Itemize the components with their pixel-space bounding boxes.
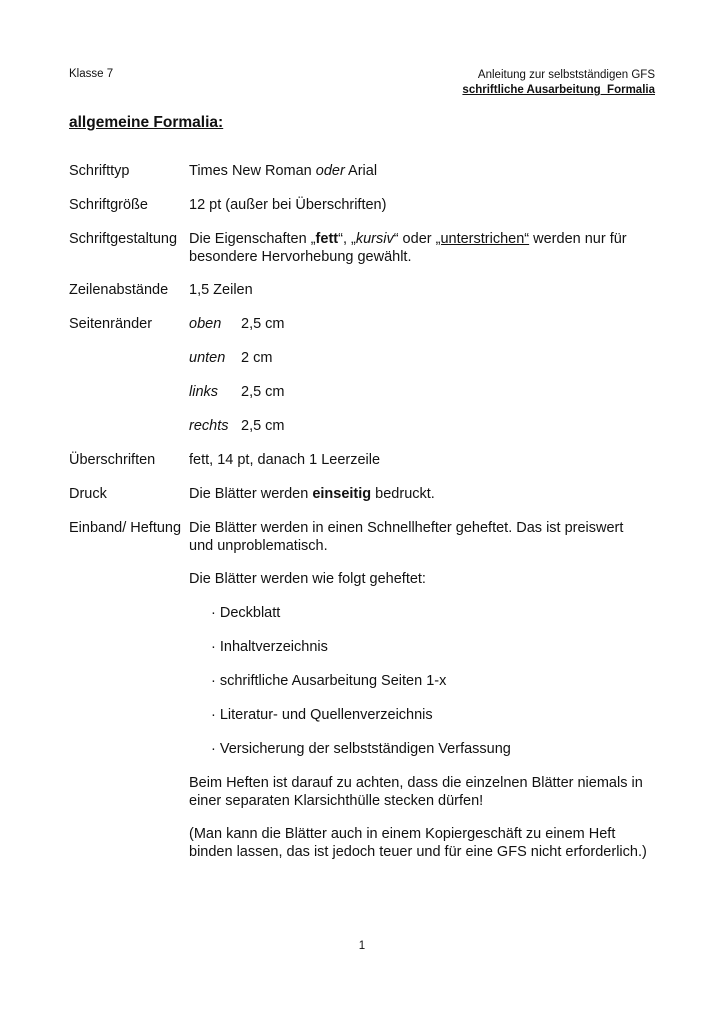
margin-bottom — [189, 350, 659, 368]
row-value — [189, 486, 659, 504]
margin-value: 2,5 cm — [241, 418, 285, 434]
row-value: 1,5 Zeilen — [189, 282, 253, 298]
list-item: · schriftliche Ausarbeitung Seiten 1-x — [211, 673, 447, 689]
value-italic-text: kursiv — [355, 231, 394, 247]
value-text: Die Blätter werden — [189, 486, 313, 502]
margin-value: 2,5 cm — [241, 384, 285, 400]
row-label: Zeilenabstände — [69, 282, 169, 298]
row-label: Schriftgestaltung — [69, 231, 178, 247]
page-title: allgemeine Formalia: — [69, 114, 224, 131]
value-underlined-text: „unterstrichen“ — [435, 231, 530, 247]
row-value: fett, 14 pt, danach 1 Leerzeile — [189, 452, 381, 468]
header-class-label: Klasse 7 — [69, 68, 114, 80]
value-text: “, „ — [338, 231, 356, 247]
value-text: binden lassen, das ist jedoch teuer und für eine GFS nicht erforderlich.) — [189, 843, 647, 860]
row-label: Seitenränder — [69, 316, 153, 332]
margin-right — [189, 418, 659, 436]
row-label: Überschriften — [69, 452, 156, 468]
value-text: werden nur für — [529, 231, 627, 247]
row-value — [189, 520, 659, 555]
row-value — [189, 231, 659, 266]
row-label: Einband/ Heftung — [69, 520, 182, 536]
binding-note — [189, 826, 659, 861]
binding-order-intro: Die Blätter werden wie folgt geheftet: — [189, 571, 426, 587]
list-item: · Versicherung der selbstständigen Verfassung — [211, 741, 511, 757]
value-text: einer separaten Klarsichthülle stecken dürfen! — [189, 792, 484, 809]
header-title-line: Anleitung zur selbstständigen GFS — [477, 69, 655, 81]
binding-note — [189, 775, 659, 810]
value-text: und unproblematisch. — [189, 537, 328, 554]
list-item: · Inhaltverzeichnis — [211, 639, 328, 655]
margin-name: oben — [189, 316, 222, 332]
value-text: Times New Roman — [189, 163, 316, 179]
value-text: Die Blätter werden in einen Schnellhefter geheftet. Das ist preiswert — [189, 520, 624, 536]
value-text: Beim Heften ist darauf zu achten, dass die einzelnen Blätter niemals in — [189, 775, 643, 791]
header-subtitle-line: schriftliche Ausarbeitung_Formalia — [462, 84, 655, 96]
row-label: Schrifttyp — [69, 163, 130, 179]
margin-left — [189, 384, 659, 402]
margin-value: 2,5 cm — [241, 316, 285, 332]
value-text: Arial — [344, 163, 378, 179]
row-label: Schriftgröße — [69, 197, 148, 213]
page-number: 1 — [358, 940, 366, 952]
margin-top — [189, 316, 659, 334]
value-bold-text: einseitig — [312, 486, 372, 502]
value-text: besondere Hervorhebung gewählt. — [189, 248, 412, 265]
value-italic-text: oder — [315, 163, 345, 179]
list-item: · Deckblatt — [211, 605, 281, 621]
list-item: · Literatur- und Quellenverzeichnis — [211, 707, 433, 723]
margin-value: 2 cm — [241, 350, 273, 366]
row-value: 12 pt (außer bei Überschriften) — [189, 197, 387, 213]
value-text: (Man kann die Blätter auch in einem Kopiergeschäft zu einem Heft — [189, 826, 616, 842]
value-text: bedruckt. — [371, 486, 435, 502]
margin-name: links — [189, 384, 219, 400]
value-text: Die Eigenschaften „ — [189, 231, 316, 247]
margin-name: unten — [189, 350, 226, 366]
value-bold-text: fett — [315, 231, 339, 247]
row-value — [189, 163, 659, 181]
margin-name: rechts — [189, 418, 229, 434]
row-label: Druck — [69, 486, 107, 502]
value-text: “ oder — [393, 231, 436, 247]
header-document-title — [462, 68, 655, 98]
